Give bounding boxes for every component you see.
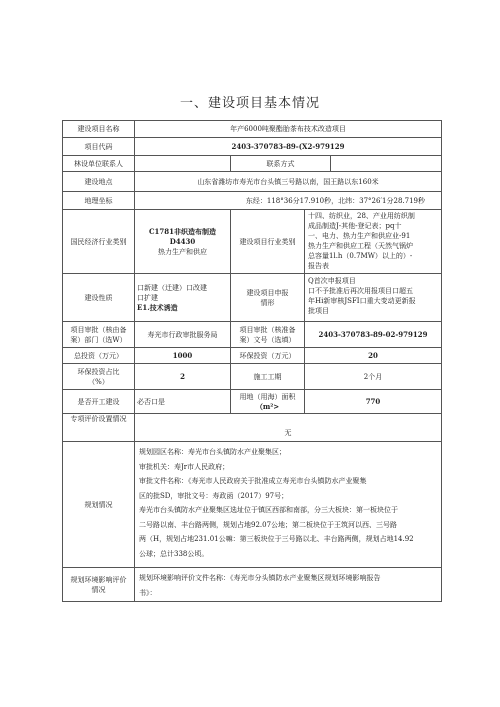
construction-nature-label: 建设性质 — [63, 274, 135, 321]
location-label: 建设地点 — [63, 172, 135, 191]
approval-doc-label-line: 项目审批（核准备 — [239, 325, 296, 334]
approval-doc-label — [231, 322, 305, 347]
env-investment-label: 环保投资（万元） — [231, 348, 305, 363]
planning-line: 审批机关：寿Jr市人民政府； — [139, 462, 230, 471]
nature-option: E1.技术诱造 — [137, 302, 178, 312]
table-row — [62, 568, 442, 602]
table-row — [62, 156, 442, 172]
industry-category-label: 国民经济行业类别 — [63, 210, 135, 273]
contact-person-value — [135, 156, 231, 171]
table-row — [62, 120, 442, 138]
planning-eia-line: 书》： — [139, 588, 157, 597]
table-row — [62, 172, 442, 192]
construction-period-label: 施工工期 — [231, 364, 305, 389]
table-row — [62, 210, 442, 274]
contact-person-label: 林设单位联系人 — [63, 156, 135, 171]
approval-dept-label-line: 案）部门（选W） — [70, 335, 127, 344]
project-name-label: 建设项目名称 — [63, 121, 135, 137]
planning-eia-line: 规划环境影响评价文件名称：《寿光市分头镇防水产业聚集区规划环境影响报告 — [139, 574, 381, 582]
table-row — [62, 364, 442, 390]
table-row — [62, 390, 442, 414]
planning-line: 公球；总计338公顷。 — [139, 549, 209, 558]
special-evaluation-label: 专项评价设置情况 — [63, 414, 135, 441]
land-area-label-line: （m²> — [255, 401, 280, 411]
planning-eia-content — [135, 568, 441, 601]
planning-eia-label-line: 规划环境影响评价 — [70, 575, 127, 584]
project-industry-line: 十四、纺织业，28、产业用纺织制 — [308, 212, 415, 220]
situation-line: 年Hi新审核JSFI口重大变动更新报 — [308, 297, 416, 305]
application-situation-value — [305, 274, 441, 321]
coordinates-label: 地理坐标 — [63, 192, 135, 209]
env-ratio-label — [63, 364, 135, 389]
nature-option: 口新建（迁建）口改建 — [137, 283, 207, 292]
planning-content — [135, 442, 441, 567]
planning-line: 规划园区名称：寿光市台头镇防水产业聚集区； — [139, 448, 286, 456]
situation-line: Q首次申报项目 — [308, 277, 356, 285]
industry-line: C1781非织造布制造D4430 — [148, 226, 217, 246]
approval-dept-label — [63, 322, 135, 347]
table-row — [62, 442, 442, 568]
application-situation-label — [231, 274, 305, 321]
approval-dept-label-line: 项目审批（核由备 — [70, 325, 127, 334]
special-evaluation-value: 无 — [284, 429, 292, 437]
table-row — [62, 414, 442, 442]
construction-period-value: 2个月 — [363, 372, 383, 381]
env-ratio-label-line: 环保投资占比 — [77, 367, 120, 376]
coordinates-value: 东经：118°36分17.910秒，北纬：37°26′1分28.719秒 — [245, 196, 425, 205]
nature-option: 口扩建 — [137, 293, 158, 302]
env-ratio-label-line: （%） — [88, 377, 109, 386]
table-row — [62, 192, 442, 210]
application-situation-label-line: 建设项目申报 — [246, 288, 289, 297]
land-area-value: 770 — [365, 396, 381, 406]
planning-eia-label-line: 情况 — [91, 585, 106, 594]
project-industry-line: 热力生产和供应工程（天然气锅炉 — [308, 242, 413, 250]
contact-method-label: 联系方式 — [231, 156, 331, 171]
approval-dept-value: 寿光市行政审批服务局 — [135, 322, 231, 347]
table-row — [62, 274, 442, 322]
contact-method-value — [331, 156, 441, 171]
application-situation-label-line: 情形 — [260, 298, 275, 307]
env-investment-value: 20 — [368, 350, 378, 360]
planning-line: 两（H，规划占地231.01公嘛：第三板块位于三号路以北、丰台路两侧，规划占地14.92 — [139, 535, 414, 543]
planning-line: 寿光市台头镇防水产业聚集区选址位于镇区西部和南部，分三大板块：第一板块位于 — [139, 506, 398, 514]
construction-nature-value — [135, 274, 231, 321]
project-industry-line: 成品制造J-其他-登记表；pq十 — [308, 222, 402, 230]
location-value: 山东省潍坊市寿光市台头镇三号路以南，国王路以东160米 — [197, 177, 379, 186]
planning-line: 区的批SD，审批文号：寿政函（2017）97号； — [139, 491, 289, 500]
project-info-table — [62, 120, 442, 602]
industry-line: 热力生产和供应 — [158, 247, 207, 256]
land-area-label — [231, 390, 305, 413]
land-area-label-line: 用地（用海）面积 — [239, 392, 296, 401]
construction-started-value: 必否口是 — [135, 390, 231, 413]
table-row — [62, 322, 442, 348]
construction-started-label: 是否开工建设 — [63, 390, 135, 413]
project-code-label: 项目代码 — [63, 138, 135, 155]
planning-line: 二号路以南、丰台路两侧，规划占地92.07公地；第二板块位于王筑河以西、三号路 — [139, 520, 398, 529]
approval-doc-label-line: 案）文号（选填） — [239, 335, 296, 344]
total-investment-value: 1000 — [135, 348, 231, 363]
project-code-value: 2403-370783-89-(X2-979129 — [231, 141, 345, 151]
project-industry-line: 一、电力、热力生产和供应业-91 — [308, 232, 411, 240]
project-industry-line: 报告表 — [308, 262, 329, 270]
approval-doc-value: 2403-370783-89-02-979129 — [318, 329, 428, 339]
planning-label: 规划情况 — [63, 442, 135, 567]
page-title: 一、建设项目基本情况 — [179, 96, 320, 111]
env-ratio-value: 2 — [135, 364, 231, 389]
project-name-value: 年产6000吨聚酯胎茶布技术改造项目 — [230, 125, 346, 133]
industry-category-value — [135, 210, 231, 273]
table-row — [62, 348, 442, 364]
situation-line: 批项目 — [308, 307, 329, 315]
project-industry-label: 建设项目行业类别 — [231, 210, 305, 273]
planning-eia-label — [63, 568, 135, 601]
situation-line: 口不予批准后再次用报项目口超五 — [308, 287, 413, 295]
table-row — [62, 138, 442, 156]
planning-line: 审批文件名称：《寿光市人民政府关于批准成立寿光市台头镇防水产业聚集 — [139, 477, 367, 485]
total-investment-label: 总投资（万元） — [63, 348, 135, 363]
project-industry-line: 总容量1l.h（0.7MW）以上的）- — [308, 252, 413, 260]
project-industry-value — [305, 210, 441, 273]
